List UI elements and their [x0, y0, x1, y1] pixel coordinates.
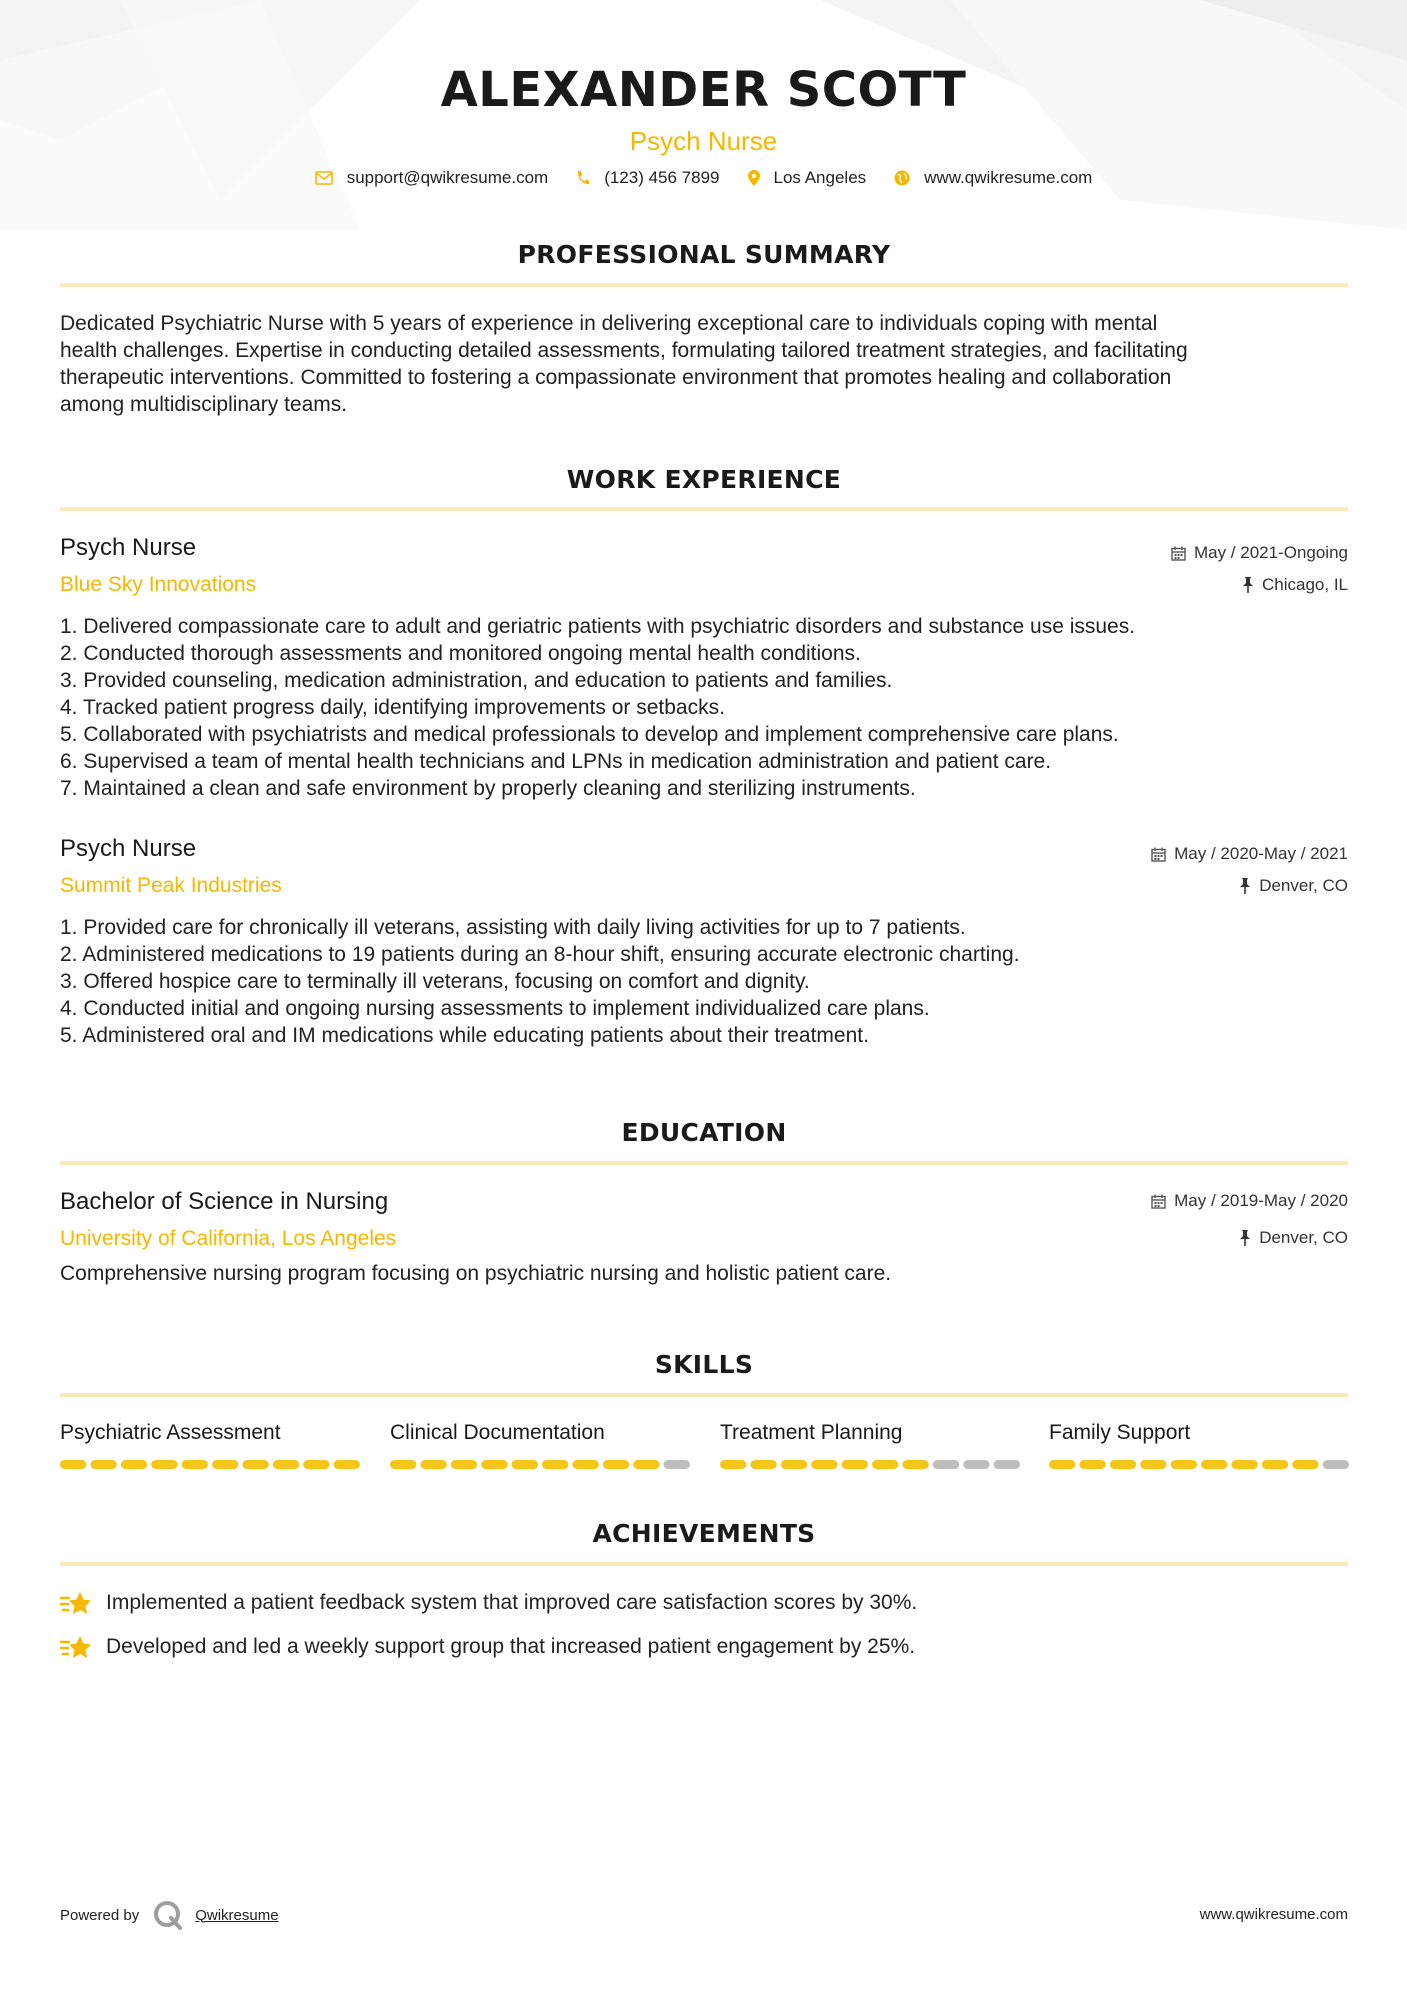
- skill-item: [390, 1420, 690, 1446]
- pushpin-icon: [1239, 1230, 1251, 1246]
- contact-website[interactable]: [894, 168, 1092, 188]
- list-item: 1. Delivered compassionate care to adult and geriatric patients with psychiatric disorders and substance use issues.: [60, 615, 1136, 638]
- skill-level-bar: [60, 1460, 360, 1469]
- contact-email-text: support@qwikresume.com: [346, 168, 549, 187]
- section-title-summary: PROFESSIONAL SUMMARY: [517, 240, 891, 269]
- summary-line: health challenges. Expertise in conducting detailed assessments, formulating tailored treatment strategies, and facilitating: [60, 339, 1188, 362]
- summary-line: among multidisciplinary teams.: [60, 393, 348, 416]
- skill-item: [60, 1420, 360, 1446]
- job-bullet-list: [60, 914, 1350, 1049]
- skill-segment-filled: [902, 1460, 928, 1469]
- skill-segment-filled: [872, 1460, 898, 1469]
- skill-level-bar: [390, 1460, 690, 1469]
- list-item: 1. Provided care for chronically ill veterans, assisting with daily living activities for up to 7 patients.: [60, 916, 966, 939]
- achievement-text: Developed and led a weekly support group that increased patient engagement by 25%.: [106, 1635, 916, 1658]
- powered-by-label: Powered by: [60, 1906, 140, 1924]
- section-divider: [60, 283, 1348, 287]
- list-item: 5. Collaborated with psychiatrists and medical professionals to develop and implement comprehensive care plans.: [60, 723, 1119, 746]
- map-pin-icon: [748, 170, 760, 186]
- list-item: 4. Tracked patient progress daily, identifying improvements or setbacks.: [60, 696, 725, 719]
- star-icon: [60, 1634, 92, 1660]
- skill-segment-filled: [1231, 1460, 1257, 1469]
- skill-segment-filled: [512, 1460, 538, 1469]
- skill-segment-filled: [182, 1460, 208, 1469]
- list-item: 5. Administered oral and IM medications while educating patients about their treatment.: [60, 1024, 869, 1047]
- skill-level-bar: [720, 1460, 1020, 1469]
- skill-segment-filled: [1140, 1460, 1166, 1469]
- skill-segment-filled: [334, 1460, 360, 1469]
- summary-text: [60, 310, 1350, 418]
- job-date: [1151, 844, 1348, 864]
- summary-line: therapeutic interventions. Committed to fostering a compassionate environment that promotes healing and collaboration: [60, 366, 1172, 389]
- contact-phone-text: (123) 456 7899: [604, 168, 720, 187]
- contact-website-text: www.qwikresume.com: [924, 168, 1093, 187]
- skill-name: Clinical Documentation: [390, 1421, 605, 1444]
- list-item: 2. Administered medications to 19 patients during an 8-hour shift, ensuring accurate electronic charting.: [60, 943, 1020, 966]
- section-divider: [60, 1161, 1348, 1165]
- star-icon: [60, 1590, 92, 1616]
- achievement-text: Implemented a patient feedback system that improved care satisfaction scores by 30%.: [106, 1591, 918, 1614]
- skill-segment-filled: [750, 1460, 776, 1469]
- skill-segment-filled: [1079, 1460, 1105, 1469]
- skill-segment-filled: [572, 1460, 598, 1469]
- skill-segment-filled: [1292, 1460, 1318, 1469]
- skill-segment-filled: [1110, 1460, 1136, 1469]
- skill-segment-filled: [273, 1460, 299, 1469]
- list-item: 4. Conducted initial and ongoing nursing assessments to implement individualized care plans.: [60, 997, 930, 1020]
- contact-bar: [0, 168, 1407, 188]
- achievement-item: [60, 1634, 915, 1660]
- education-location: [1239, 1228, 1348, 1248]
- candidate-name: ALEXANDER SCOTT: [440, 62, 967, 118]
- job-bullet-list: [60, 613, 1350, 802]
- education-date-text: May / 2019-May / 2020: [1174, 1191, 1348, 1210]
- phone-icon: [576, 170, 590, 186]
- skill-segment-filled: [1049, 1460, 1075, 1469]
- skill-segment-empty: [933, 1460, 959, 1469]
- skill-segment-filled: [121, 1460, 147, 1469]
- skill-segment-filled: [1201, 1460, 1227, 1469]
- section-divider: [60, 1393, 1348, 1397]
- skill-segment-filled: [242, 1460, 268, 1469]
- list-item: 3. Provided counseling, medication administration, and education to patients and families.: [60, 669, 893, 692]
- skill-segment-filled: [390, 1460, 416, 1469]
- job-title: Psych Nurse: [60, 835, 197, 862]
- calendar-icon: [1151, 1194, 1166, 1209]
- skill-segment-filled: [1171, 1460, 1197, 1469]
- skill-segment-filled: [633, 1460, 659, 1469]
- list-item: 2. Conducted thorough assessments and monitored ongoing mental health conditions.: [60, 642, 861, 665]
- skill-name: Family Support: [1049, 1421, 1191, 1444]
- skill-segment-filled: [720, 1460, 746, 1469]
- calendar-icon: [1151, 847, 1166, 862]
- job-location: [1239, 876, 1348, 896]
- job-date: [1171, 543, 1348, 563]
- skill-item: [1049, 1420, 1349, 1446]
- skill-segment-filled: [151, 1460, 177, 1469]
- skill-segment-filled: [542, 1460, 568, 1469]
- skill-segment-filled: [60, 1460, 86, 1469]
- contact-location: [748, 168, 867, 188]
- skill-segment-filled: [420, 1460, 446, 1469]
- candidate-role: Psych Nurse: [629, 126, 778, 156]
- contact-phone[interactable]: [576, 168, 719, 188]
- education-description: Comprehensive nursing program focusing on psychiatric nursing and holistic patient care.: [60, 1262, 892, 1285]
- section-divider: [60, 507, 1348, 511]
- section-title-achievements: ACHIEVEMENTS: [592, 1519, 816, 1548]
- skill-segment-empty: [1323, 1460, 1349, 1469]
- section-divider: [60, 1562, 1348, 1566]
- section-title-education: EDUCATION: [621, 1118, 787, 1147]
- skill-level-bar: [1049, 1460, 1349, 1469]
- qwikresume-link[interactable]: Qwikresume: [195, 1906, 279, 1924]
- pushpin-icon: [1239, 878, 1251, 894]
- list-item: 3. Offered hospice care to terminally ill veterans, focusing on comfort and dignity.: [60, 970, 810, 993]
- resume-header: [0, 60, 1407, 158]
- skill-segment-filled: [842, 1460, 868, 1469]
- achievement-item: [60, 1590, 917, 1616]
- skill-segment-filled: [481, 1460, 507, 1469]
- job-date-text: May / 2020-May / 2021: [1174, 844, 1348, 863]
- section-title-skills: SKILLS: [654, 1350, 754, 1379]
- education-date: [1151, 1191, 1348, 1211]
- contact-email[interactable]: [315, 168, 549, 188]
- job-location: [1242, 575, 1348, 595]
- education-location-text: Denver, CO: [1259, 1228, 1348, 1247]
- calendar-icon: [1171, 546, 1186, 561]
- list-item: 6. Supervised a team of mental health technicians and LPNs in medication administration and patient care.: [60, 750, 1052, 773]
- skill-name: Treatment Planning: [720, 1421, 903, 1444]
- summary-line: Dedicated Psychiatric Nurse with 5 years of experience in delivering exceptional care to individuals coping with mental: [60, 312, 1158, 335]
- contact-location-text: Los Angeles: [773, 168, 867, 187]
- skill-segment-empty: [963, 1460, 989, 1469]
- education-degree: Bachelor of Science in Nursing: [60, 1188, 389, 1215]
- skill-segment-filled: [781, 1460, 807, 1469]
- job-company: Blue Sky Innovations: [60, 573, 257, 596]
- list-item: 7. Maintained a clean and safe environment by properly cleaning and sterilizing instruments.: [60, 777, 916, 800]
- skill-segment-filled: [90, 1460, 116, 1469]
- qwikresume-logo-icon: [153, 1900, 183, 1930]
- skill-segment-filled: [212, 1460, 238, 1469]
- job-date-text: May / 2021-Ongoing: [1193, 543, 1348, 562]
- skill-item: [720, 1420, 1020, 1446]
- skill-segment-filled: [811, 1460, 837, 1469]
- pushpin-icon: [1242, 577, 1254, 593]
- skill-segment-filled: [303, 1460, 329, 1469]
- job-company: Summit Peak Industries: [60, 874, 282, 897]
- skill-segment-filled: [451, 1460, 477, 1469]
- footer-website[interactable]: www.qwikresume.com: [1199, 1906, 1348, 1923]
- footer-powered-by: [60, 1900, 279, 1930]
- globe-icon: [894, 170, 910, 186]
- education-school: University of California, Los Angeles: [60, 1227, 397, 1250]
- skill-segment-filled: [603, 1460, 629, 1469]
- skill-name: Psychiatric Assessment: [60, 1421, 281, 1444]
- job-title: Psych Nurse: [60, 534, 197, 561]
- skill-segment-filled: [1262, 1460, 1288, 1469]
- envelope-icon: [315, 171, 333, 185]
- job-location-text: Denver, CO: [1259, 876, 1348, 895]
- skill-segment-empty: [994, 1460, 1020, 1469]
- skill-segment-empty: [664, 1460, 690, 1469]
- section-title-work: WORK EXPERIENCE: [566, 465, 842, 494]
- job-location-text: Chicago, IL: [1262, 575, 1348, 594]
